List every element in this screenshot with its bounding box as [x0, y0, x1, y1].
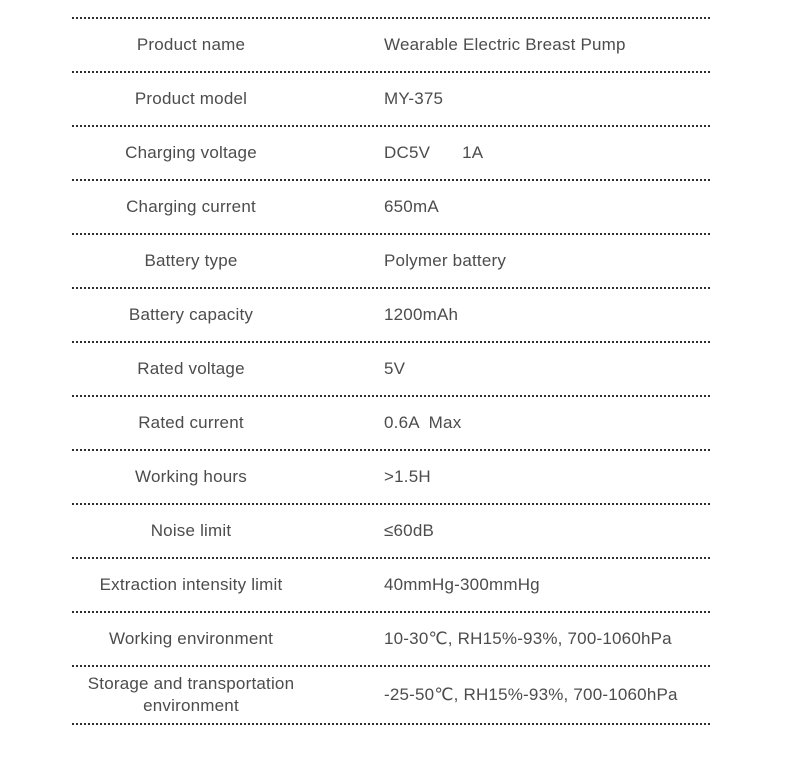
spec-label: Charging current [126, 197, 256, 217]
spec-row-charging-voltage [72, 127, 712, 179]
spec-value: >1.5H [384, 467, 431, 487]
dotted-divider [72, 723, 712, 725]
spec-label: Charging voltage [125, 143, 257, 163]
spec-value: Wearable Electric Breast Pump [384, 35, 626, 55]
spec-value: 650mA [384, 197, 439, 217]
spec-value: -25-50℃, RH15%-93%, 700-1060hPa [384, 685, 678, 705]
spec-row-noise-limit [72, 505, 712, 557]
spec-label: Working hours [135, 467, 247, 487]
spec-label: Product model [134, 89, 248, 109]
spec-row-extraction-intensity [72, 559, 712, 611]
spec-value-text: DC5V [384, 143, 431, 163]
spec-value: 40mmHg-300mmHg [384, 575, 540, 595]
spec-value: Polymer battery [384, 251, 507, 271]
spec-label: Rated current [138, 413, 244, 433]
spec-row-charging-current [72, 181, 712, 233]
spec-label: Rated voltage [137, 359, 245, 379]
spec-label: Battery capacity [128, 305, 254, 325]
spec-label: Working environment [108, 629, 274, 649]
spec-row-rated-voltage [72, 343, 712, 395]
spec-row-working-environment [72, 613, 712, 665]
spec-table [72, 17, 712, 725]
spec-label: Battery type [144, 251, 238, 271]
spec-row-rated-current [72, 397, 712, 449]
spec-row-storage-environment [72, 667, 712, 723]
spec-value [384, 142, 712, 164]
spec-label: Extraction intensity limit [99, 575, 283, 595]
spec-value: 0.6A Max [384, 413, 462, 433]
spec-label: Storage and transportation environment [87, 674, 295, 715]
spec-row-product-name [72, 19, 712, 71]
spec-value: 1200mAh [384, 305, 459, 325]
spec-value-text: 1A [462, 143, 484, 163]
spec-row-battery-type [72, 235, 712, 287]
spec-value: ≤60dB [384, 521, 435, 541]
spec-label: Product name [136, 35, 246, 55]
spec-value: 5V [384, 359, 406, 379]
spec-row-battery-capacity [72, 289, 712, 341]
spec-row-product-model [72, 73, 712, 125]
spec-value: MY-375 [384, 89, 444, 109]
spec-label: Noise limit [150, 521, 232, 541]
spec-value: 10-30℃, RH15%-93%, 700-1060hPa [384, 629, 672, 649]
spec-row-working-hours [72, 451, 712, 503]
